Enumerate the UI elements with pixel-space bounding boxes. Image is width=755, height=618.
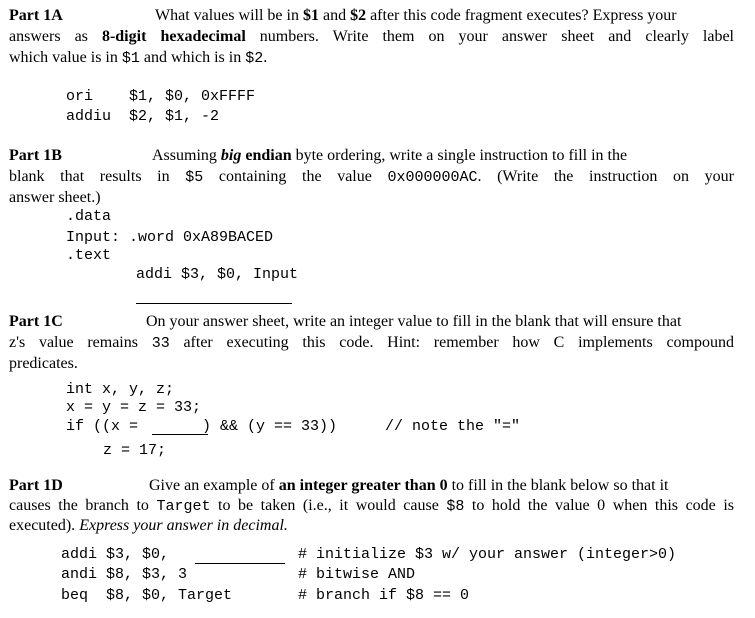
part-1b-code-line-3: .text — [66, 247, 112, 264]
part-1a-code-line-2: addiu $2, $1, -2 — [66, 108, 220, 125]
part-1c-comment: // note the "=" — [385, 418, 521, 435]
part-1c-question-line-1: On your answer sheet, write an integer value to fill in the blank that will ensure that — [146, 313, 682, 330]
part-1c-question-line-2: z's value remains 33 after executing this code. Hint: remember how C implements compound — [9, 334, 734, 352]
part-1c-code-line-2: x = y = z = 33; — [66, 399, 202, 416]
part-1d-question-line-2: causes the branch to Target to be taken (i.e., it would cause $8 to hold the value 0 when this code is — [9, 497, 735, 515]
part-1c-code-line-1: int x, y, z; — [66, 381, 175, 398]
part-1d-code-line-3: beq $8, $0, Target — [61, 587, 233, 604]
part-1d-code-line-1: addi $3, $0, — [61, 546, 170, 563]
part-1b-code-line-2: Input: .word 0xA89BACED — [66, 229, 274, 246]
part-1c-label: Part 1C — [9, 313, 63, 330]
part-1a-question-line-2: answers as 8-digit hexadecimal numbers. Write them on your answer sheet and clearly label — [9, 28, 734, 45]
part-1c-if-close: ) && (y == 33)) — [202, 418, 338, 435]
part-1d-code-line-2: andi $8, $3, 3 — [61, 566, 188, 583]
part-1d-question-line-3: executed). Express your answer in decimal. — [9, 517, 288, 534]
part-1b-question-line-1: Assuming big endian byte ordering, write a single instruction to fill in the — [152, 147, 628, 164]
part-1d-comment-3: # branch if $8 == 0 — [298, 587, 470, 604]
part-1c-code-last: z = 17; — [103, 442, 167, 459]
part-1d-comment-2: # bitwise AND — [298, 566, 416, 583]
part-1c-answer-blank — [152, 434, 208, 435]
part-1b-instruction: addi $3, $0, Input — [136, 266, 299, 283]
part-1b-question-line-3: answer sheet.) — [9, 189, 101, 206]
part-1a-question-line-1: What values will be in $1 and $2 after this code fragment executes? Express your — [155, 7, 677, 24]
part-1a-question-line-3: which value is in $1 and which is in $2. — [9, 49, 268, 67]
part-1c-if-open: if ((x = — [66, 418, 139, 435]
part-1b-answer-blank — [136, 303, 292, 304]
part-1d-question-line-1: Give an example of an integer greater than 0 to fill in the blank below so that it — [149, 477, 669, 494]
part-1c-question-line-3: predicates. — [9, 355, 78, 372]
part-1b-label: Part 1B — [9, 147, 62, 164]
part-1d-comment-1: # initialize $3 w/ your answer (integer>0) — [298, 546, 677, 563]
part-1d-label: Part 1D — [9, 477, 63, 494]
part-1b-code-line-1: .data — [66, 208, 112, 225]
part-1a-code-line-1: ori $1, $0, 0xFFFF — [66, 88, 256, 105]
part-1a-label: Part 1A — [9, 7, 63, 24]
part-1d-answer-blank — [195, 563, 285, 564]
part-1b-question-line-2: blank that results in $5 containing the value 0x000000AC. (Write the instruction on your — [9, 168, 735, 186]
